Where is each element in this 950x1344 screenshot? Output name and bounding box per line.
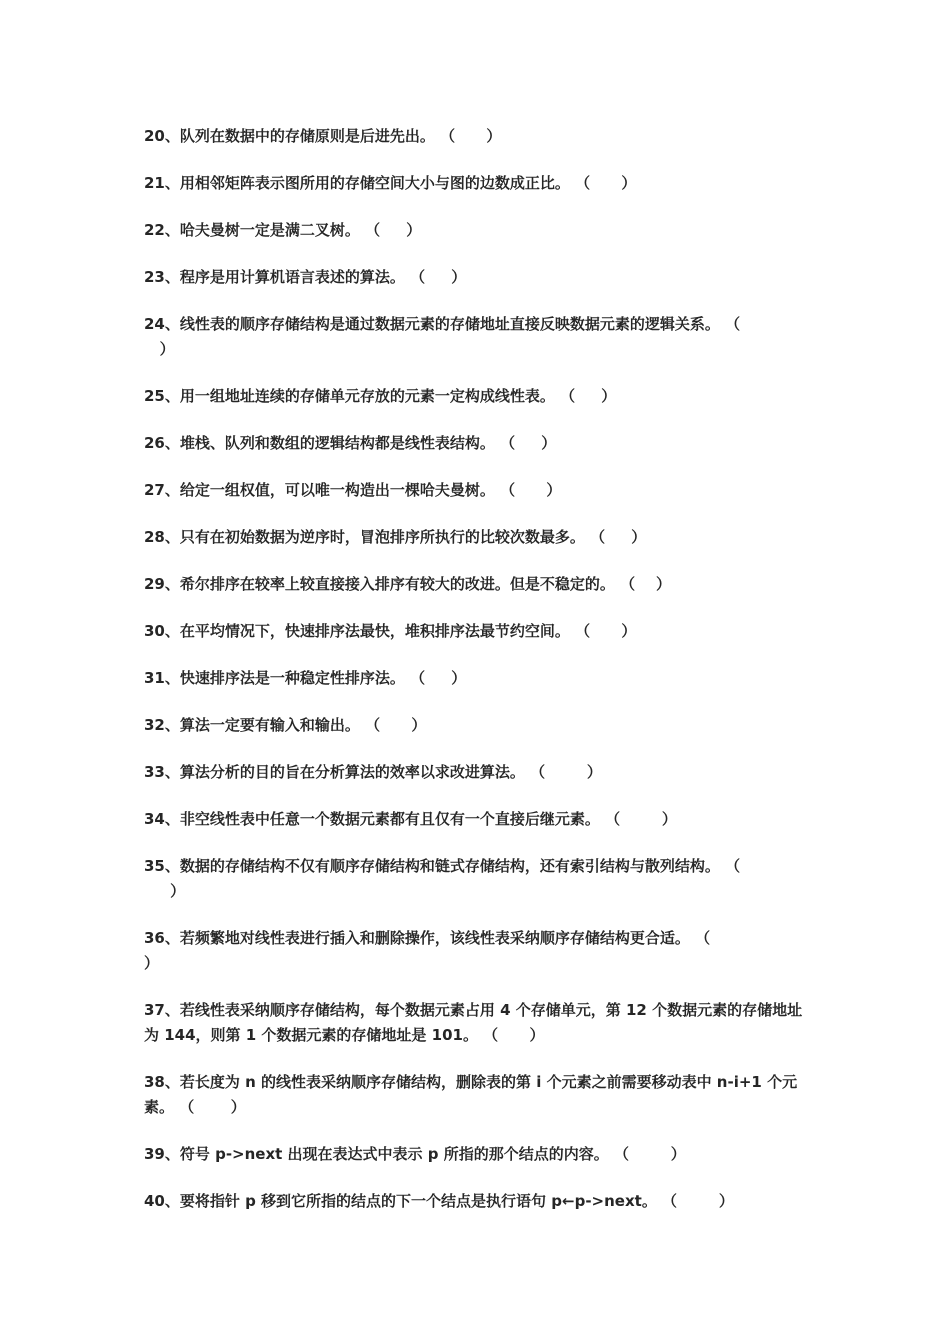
question-32: 32、算法一定要有输入和输出。 （ ） xyxy=(144,716,427,734)
question-31: 31、快速排序法是一种稳定性排序法。 （ ） xyxy=(144,669,467,687)
question-20: 20、队列在数据中的存储原则是后进先出。 （ ） xyxy=(144,127,502,145)
question-37: 37、若线性表采纳顺序存储结构，每个数据元素占用 4 个存储单元，第 12 个数据元素的存储地址为 144，则第 1 个数据元素的存储地址是 101。 （ ） xyxy=(144,1001,803,1044)
question-33: 33、算法分析的目的旨在分析算法的效率以求改进算法。 （ ） xyxy=(144,763,602,781)
question-38: 38、若长度为 n 的线性表采纳顺序存储结构，删除表的第 i 个元素之前需要移动表中 n-i+1 个元素。 （ ） xyxy=(144,1073,798,1116)
question-list xyxy=(144,124,806,1236)
question-39: 39、符号 p->next 出现在表达式中表示 p 所指的那个结点的内容。 （ ） xyxy=(144,1145,686,1163)
question-29: 29、希尔排序在较率上较直接接入排序有较大的改进。但是不稳定的。 （ ） xyxy=(144,575,671,593)
question-26: 26、堆栈、队列和数组的逻辑结构都是线性表结构。 （ ） xyxy=(144,434,557,452)
question-30: 30、在平均情况下，快速排序法最快，堆积排序法最节约空间。 （ ） xyxy=(144,622,637,640)
question-40: 40、要将指针 p 移到它所指的结点的下一个结点是执行语句 p←p->next。 （ ） xyxy=(144,1192,734,1210)
question-25: 25、用一组地址连续的存储单元存放的元素一定构成线性表。 （ ） xyxy=(144,387,617,405)
question-24: 24、线性表的顺序存储结构是通过数据元素的存储地址直接反映数据元素的逻辑关系。 （ ） xyxy=(144,315,741,358)
question-34: 34、非空线性表中任意一个数据元素都有且仅有一个直接后继元素。 （ ） xyxy=(144,810,677,828)
question-36: 36、若频繁地对线性表进行插入和删除操作，该线性表采纳顺序存储结构更合适。 （ ） xyxy=(144,929,711,972)
question-21: 21、用相邻矩阵表示图所用的存储空间大小与图的边数成正比。 （ ） xyxy=(144,174,637,192)
question-35: 35、数据的存储结构不仅有顺序存储结构和链式存储结构，还有索引结构与散列结构。 （ ） xyxy=(144,857,741,900)
question-22: 22、哈夫曼树一定是满二叉树。 （ ） xyxy=(144,221,422,239)
question-23: 23、程序是用计算机语言表述的算法。 （ ） xyxy=(144,268,467,286)
question-28: 28、只有在初始数据为逆序时，冒泡排序所执行的比较次数最多。 （ ） xyxy=(144,528,647,546)
question-27: 27、给定一组权值，可以唯一构造出一棵哈夫曼树。 （ ） xyxy=(144,481,562,499)
